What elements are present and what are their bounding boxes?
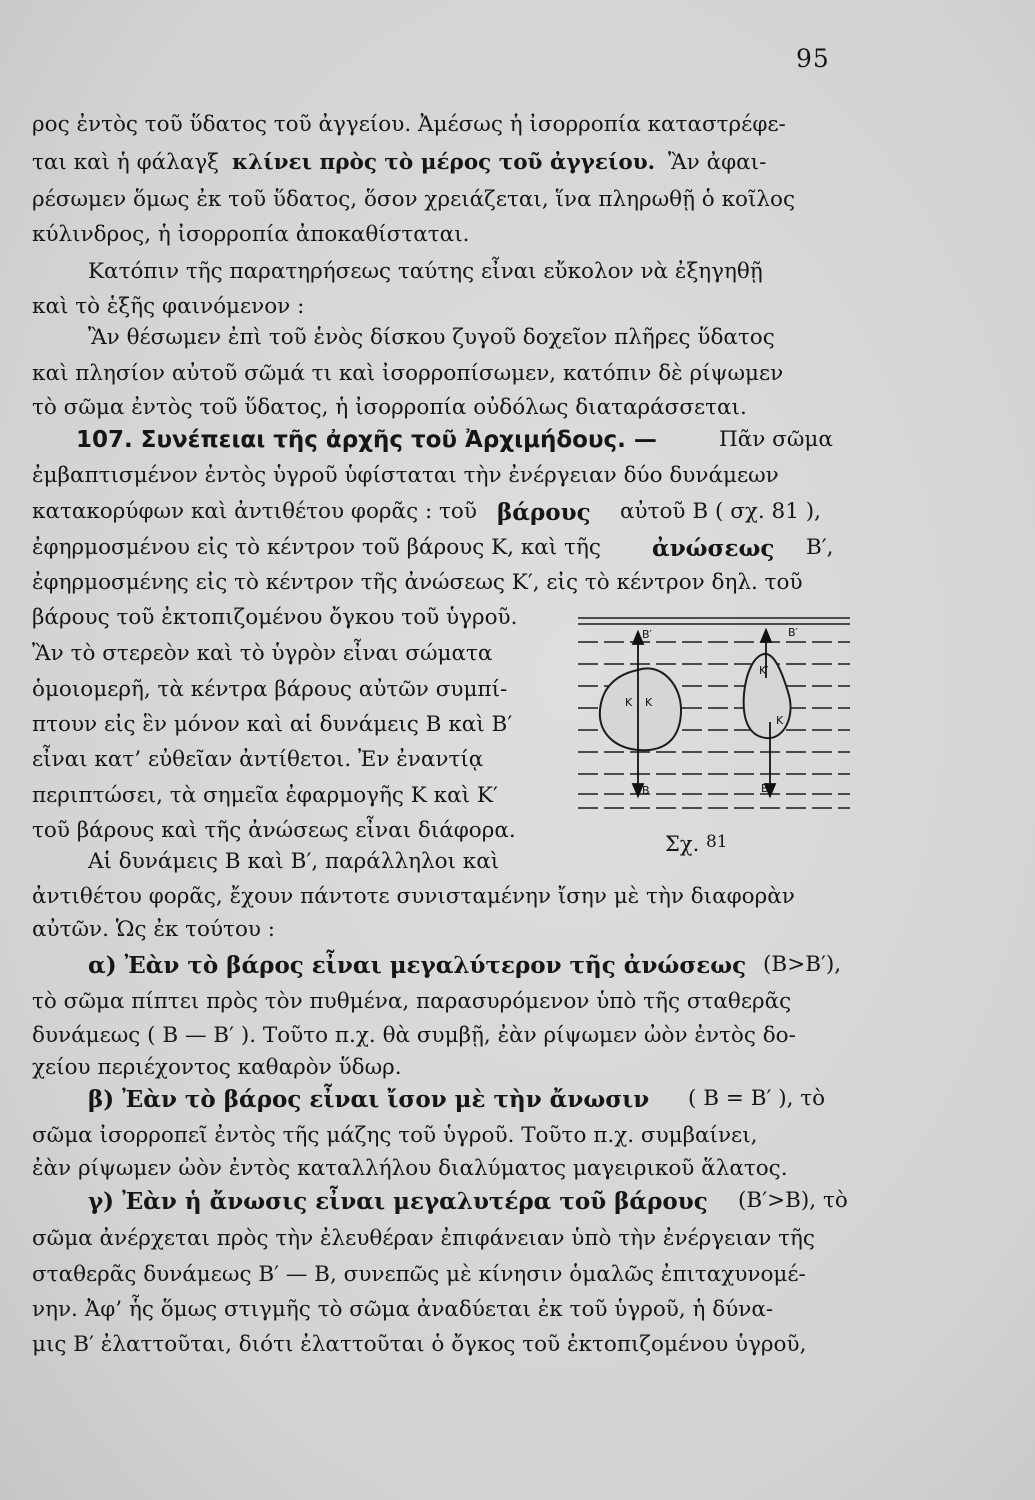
label-b-prime-left: Β′ — [642, 628, 653, 641]
text-run: ται καὶ ἡ φάλαγξ — [32, 150, 220, 175]
section-heading: 107. Συνέπειαι τῆς ἀρχῆς τοῦ Ἀρχιμήδους. — — [76, 427, 657, 453]
figure-caption-number: 81 — [705, 832, 728, 852]
text-run: τὸ σῶμα πίπτει πρὸς τὸν πυθμένα, παρασυρόμενον ὑπὸ τῆς σταθερᾶς — [32, 989, 792, 1014]
text-run: Πᾶν σῶμα — [719, 427, 833, 452]
text-run: τὸ σῶμα ἐντὸς τοῦ ὕδατος, ἡ ἰσορροπία οὐδόλως διαταράσσεται. — [32, 395, 747, 420]
text-run: (Β′>Β), τὸ — [738, 1188, 848, 1213]
text-run: Ἂν θέσωμεν ἐπὶ τοῦ ἑνὸς δίσκου ζυγοῦ δοχεῖον πλῆρες ὕδατος — [88, 325, 775, 350]
text-run: νην. Ἀφ’ ἧς ὅμως στιγμῆς τὸ σῶμα ἀναδύεται ἐκ τοῦ ὑγροῦ, ἡ δύνα- — [32, 1297, 774, 1322]
text-run: καὶ τὸ ἑξῆς φαινόμενον : — [32, 294, 305, 319]
bold-text-run: βάρους — [497, 499, 591, 526]
text-run: Ἂν τὸ στερεὸν καὶ τὸ ὑγρὸν εἶναι σώματα — [32, 641, 493, 666]
case-c-title: γ) Ἐὰν ἡ ἄνωσις εἶναι μεγαλυτέρα τοῦ βάρους — [88, 1188, 708, 1215]
label-k-prime-left: Κ — [645, 696, 653, 709]
label-k-prime-right: Κ′ — [759, 664, 769, 677]
text-run: ἐφηρμοσμένου εἰς τὸ κέντρον τοῦ βάρους Κ, καὶ τῆς — [32, 535, 601, 560]
text-run: βάρους τοῦ ἐκτοπιζομένου ὄγκου τοῦ ὑγροῦ. — [32, 605, 518, 630]
bold-text-run: κλίνει πρὸς τὸ μέρος τοῦ ἀγγείου. — [232, 150, 656, 175]
text-run: σταθερᾶς δυνάμεως Β′ — Β, συνεπῶς μὲ κίνησιν ὁμαλῶς ἐπιταχυνομέ- — [32, 1262, 806, 1287]
left-body-outline — [600, 668, 681, 750]
text-run: χείου περιέχοντος καθαρὸν ὕδωρ. — [32, 1055, 402, 1080]
label-b-right: Β — [761, 782, 769, 795]
text-run: περιπτώσει, τὰ σημεῖα ἐφαρμογῆς Κ καὶ Κ′ — [32, 783, 498, 808]
buoyancy-diagram — [578, 612, 850, 817]
text-run: ὁμοιομερῆ, τὰ κέντρα βάρους αὐτῶν συμπί- — [32, 677, 508, 702]
text-run: εἶναι κατ’ εὐθεῖαν ἀντίθετοι. Ἐν ἐναντίᾳ — [32, 747, 484, 772]
text-run: (Β>Β′), — [763, 952, 842, 977]
text-run: ( Β = Β′ ), τὸ — [688, 1086, 826, 1111]
text-run: μις Β′ ἐλαττοῦται, διότι ἐλαττοῦται ὁ ὄγκος τοῦ ἐκτοπιζομένου ὑγροῦ, — [32, 1332, 807, 1357]
figure-caption-label: Σχ. — [665, 832, 700, 856]
text-run: Κατόπιν τῆς παρατηρήσεως ταύτης εἶναι εὔκολον νὰ ἐξηγηθῇ — [88, 259, 763, 284]
text-run: ἐμβαπτισμένον ἐντὸς ὑγροῦ ὑφίσταται τὴν ἐνέργειαν δύο δυνάμεων — [32, 463, 779, 488]
label-b-left: Β — [642, 784, 650, 797]
case-a-title: α) Ἐὰν τὸ βάρος εἶναι μεγαλύτερον τῆς ἀνώσεως — [88, 952, 747, 979]
text-run: ρέσωμεν ὅμως ἐκ τοῦ ὕδατος, ὅσον χρειάζεται, ἵνα πληρωθῇ ὁ κοῖλος — [32, 187, 796, 212]
text-run: κύλινδρος, ἡ ἰσορροπία ἀποκαθίσταται. — [32, 222, 470, 247]
text-run: ρος ἐντὸς τοῦ ὕδατος τοῦ ἀγγείου. Ἀμέσως ἡ ἰσορροπία καταστρέφε- — [32, 112, 786, 137]
text-run: καὶ πλησίον αὐτοῦ σῶμά τι καὶ ἰσορροπίσωμεν, κατόπιν δὲ ρίψωμεν — [32, 361, 784, 386]
text-run: αὐτοῦ Β ( σχ. 81 ), — [620, 499, 821, 524]
text-run: Αἱ δυνάμεις Β καὶ Β′, παράλληλοι καὶ — [88, 849, 500, 874]
text-run: κατακορύφων καὶ ἀντιθέτου φορᾶς : τοῦ — [32, 499, 477, 524]
bold-text-run: ἀνώσεως — [652, 535, 775, 562]
text-run: αὐτῶν. Ὡς ἐκ τούτου : — [32, 917, 276, 942]
text-run: Β′, — [806, 535, 834, 560]
label-k-left: Κ — [625, 696, 633, 709]
text-run: τοῦ βάρους καὶ τῆς ἀνώσεως εἶναι διάφορα. — [32, 818, 516, 843]
figure-caption — [665, 832, 728, 856]
text-run: ἀντιθέτου φορᾶς, ἔχουν πάντοτε συνισταμένην ἴσην μὲ τὴν διαφορὰν — [32, 884, 795, 909]
text-run: σῶμα ἰσορροπεῖ ἐντὸς τῆς μάζης τοῦ ὑγροῦ. Τοῦτο π.χ. συμβαίνει, — [32, 1123, 758, 1148]
page-number: 95 — [796, 44, 830, 73]
text-run: Ἂν ἀφαι- — [668, 150, 767, 175]
text-run: πτουν εἰς ἓν μόνον καὶ αἱ δυνάμεις Β καὶ Β′ — [32, 712, 513, 737]
text-run: ἐὰν ρίψωμεν ὠὸν ἐντὸς καταλλήλου διαλύματος μαγειρικοῦ ἅλατος. — [32, 1156, 788, 1181]
text-run: δυνάμεως ( Β — Β′ ). Τοῦτο π.χ. θὰ συμβῇ, ἐὰν ρίψωμεν ὠὸν ἐντὸς δο- — [32, 1023, 796, 1048]
text-run: ἐφηρμοσμένης εἰς τὸ κέντρον τῆς ἀνώσεως Κ′, εἰς τὸ κέντρον δηλ. τοῦ — [32, 570, 803, 595]
label-k-right: Κ — [776, 714, 784, 727]
text-run: σῶμα ἀνέρχεται πρὸς τὴν ἐλευθέραν ἐπιφάνειαν ὑπὸ τὴν ἐνέργειαν τῆς — [32, 1226, 815, 1251]
case-b-title: β) Ἐὰν τὸ βάρος εἶναι ἴσον μὲ τὴν ἄνωσιν — [88, 1086, 650, 1113]
figure-81 — [578, 612, 850, 817]
label-b-prime-right: Β′ — [788, 626, 799, 639]
